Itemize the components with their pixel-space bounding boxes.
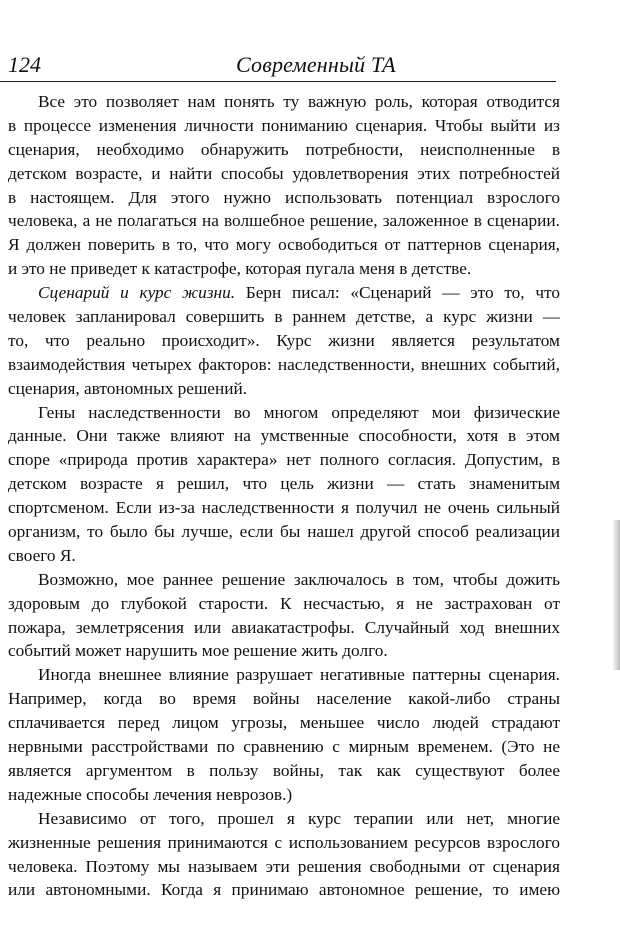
paragraph-autonomous-decisions [8,807,560,903]
text-line: Иногда внешнее влияние разрушает негативные паттерны сценария. [38,665,560,685]
text-line: в настоящем. Для этого нужно использовать потенциал взрослого [8,187,560,207]
page-edge-shadow [612,520,620,670]
text-line: своего Я. [8,545,76,565]
text-line: является аргументом в пользу войны, так как существуют более [8,760,560,780]
text-line: данные. Они также влияют на умственные способности, хотя в этом [8,426,560,446]
text-line: пожара, землетрясения или авиакатастрофы. Случайный ход внешних [8,617,560,637]
text-line: Гены наследственности во многом определяют мои физические [38,402,560,422]
text-line: нервными расстройствами по сравнению с мирным временем. (Это не [8,737,560,757]
paragraph-script-understanding [8,90,560,281]
text-line: то, что реально происходит». Курс жизни является результатом [8,330,560,350]
text-line: Например, когда во время войны население какой-либо страны [8,689,560,709]
text-line: человека, а не полагаться на волшебное решение, заложенное в сценарии. [8,211,560,231]
text-line: сценария, необходимо обнаружить потребности, неисполненные в [8,139,560,159]
section-lead-in: Сценарий и курс жизни. [38,283,236,303]
text-line: жизненные решения принимаются с использованием ресурсов взрослого [8,832,560,852]
text-line: или автономными. Когда я принимаю автономное решение, то имею [8,880,560,900]
text-line: Возможно, мое раннее решение заключалось в том, чтобы дожить [38,569,560,589]
body-text [8,90,560,902]
page-number: 124 [8,52,41,77]
text-line: надежные способы лечения неврозов.) [8,784,293,804]
header-rule [0,81,556,82]
text-line: и это не приведет к катастрофе, которая пугала меня в детстве. [8,259,472,279]
paragraph-external-events [8,568,560,664]
text-fragment: Берн писал: «Сценарий — это то, что [245,283,560,303]
page-header [8,48,562,82]
text-line: детском возрасте, и найти способы удовлетворения этих потребностей [8,163,560,183]
text-line: человек запланировал совершить в раннем детстве, а курс жизни — [8,307,560,327]
text-line: Независимо от того, прошел я курс терапии или нет, многие [38,808,560,828]
text-line: сплачивается перед лицом угрозы, меньшее число людей страдают [8,713,560,733]
text-line: детском возрасте я решил, что цель жизни — стать знаменитым [8,474,560,494]
text-line: спортсменом. Если из-за наследственности я получил не очень сильный [8,498,560,518]
text-line: взаимодействия четырех факторов: наследственности, внешних событий, [8,354,560,374]
text-line: Я должен поверить в то, что могу освободиться от паттернов сценария, [8,235,560,255]
text-line: событий может нарушить мое решение жить долго. [8,641,388,661]
text-line: здоровым до глубокой старости. К несчастью, я не застрахован от [8,593,560,613]
text-line: споре «природа против характера» нет полного согласия. Допустим, в [8,450,560,470]
text-line: организм, то было бы лучше, если бы нашел другой способ реализации [8,522,560,542]
paragraph-heredity [8,401,560,568]
text-line: Все это позволяет нам понять ту важную роль, которая отводится [38,92,560,111]
text-line: в процессе изменения личности пониманию сценария. Чтобы выйти из [8,115,560,135]
text-line: сценария, автономных решений. [8,378,248,398]
text-line: человека. Поэтому мы называем эти решения свободными от сценария [8,856,560,876]
text-line [8,281,560,305]
running-title: Современный ТА [236,52,396,77]
paragraph-script-and-life-course [8,281,560,400]
paragraph-external-influence [8,663,560,806]
